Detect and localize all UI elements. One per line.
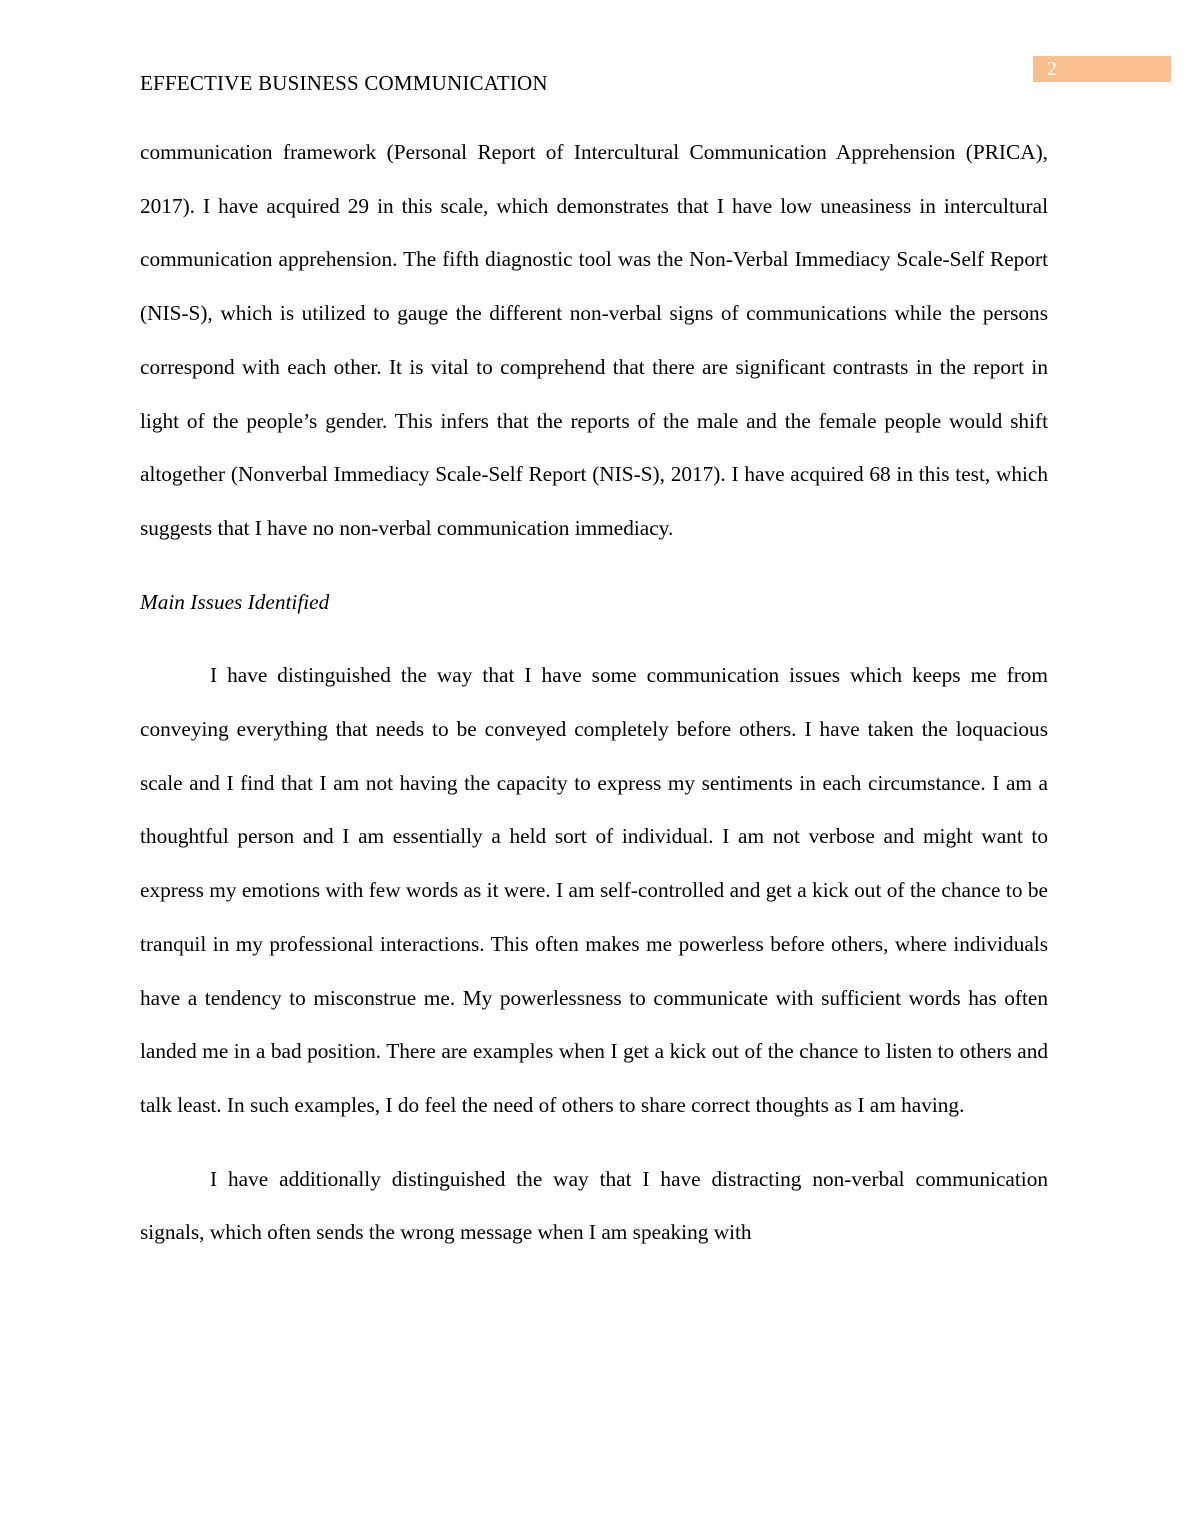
paragraph-prica-nis: communication framework (Personal Report of Intercultural Communication Apprehension (PRICA), 2017). I have acquired 29 in this scale, which demonstrates that I have low uneasiness in intercultural communication apprehension. The fifth diagnostic tool was the Non-Verbal Immediacy Scale-Self Report (NIS-S), which is utilized to gauge the different non-verbal signs of communications while the persons correspond with each other. It is vital to comprehend that there are significant contrasts in the report in light of the people’s gender. This infers that the reports of the male and the female people would shift altogether (Nonverbal Immediacy Scale-Self Report (NIS-S), 2017). I have acquired 68 in this test, which suggests that I have no non-verbal communication immediacy. — [140, 140, 1048, 540]
paragraph-communication-issues: I have distinguished the way that I have some communication issues which keeps me from conveying everything that needs to be conveyed completely before others. I have taken the loquacious scale and I find that I am not having the capacity to express my sentiments in each circumstance. I am a thoughtful person and I am essentially a held sort of individual. I am not verbose and might want to express my emotions with few words as it were. I am self-controlled and get a kick out of the chance to be tranquil in my professional interactions. This often makes me powerless before others, where individuals have a tendency to misconstrue me. My powerlessness to communicate with sufficient words has often landed me in a bad position. There are examples when I get a kick out of the chance to listen to others and talk least. In such examples, I do feel the need of others to share correct thoughts as I am having. — [140, 663, 1048, 1117]
section-heading-main-issues: Main Issues Identified — [140, 589, 330, 614]
page-number-badge — [1033, 56, 1171, 82]
document-body — [140, 126, 1048, 1260]
running-head: EFFECTIVE BUSINESS COMMUNICATION — [140, 71, 548, 95]
page-number: 2 — [1047, 58, 1057, 80]
paragraph-nonverbal-signals: I have additionally distinguished the way that I have distracting non-verbal communication signals, which often sends the wrong message when I am speaking with — [140, 1166, 1048, 1245]
